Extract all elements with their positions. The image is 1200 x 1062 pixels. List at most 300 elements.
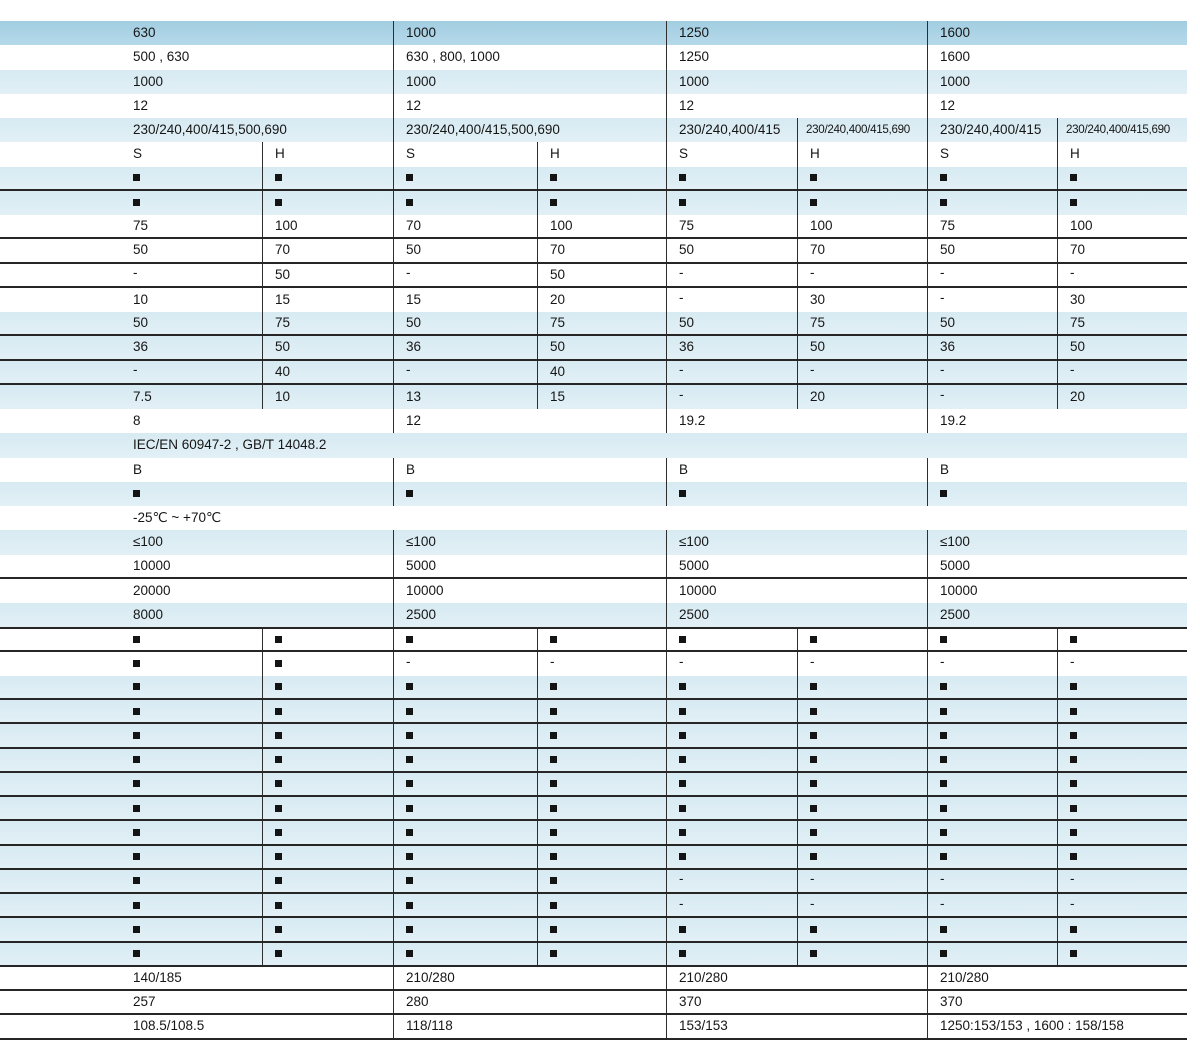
filled-square-marker-icon [810,780,817,787]
cell-text: 7.5 [133,388,152,404]
table-cell [666,458,927,482]
table-cell [927,870,1057,892]
filled-square-marker-icon [1070,636,1077,643]
table-cell [262,239,393,261]
cell-text: - [406,362,411,378]
table-cell [393,142,537,166]
filled-square-marker-icon [406,780,413,787]
table-cell [927,821,1057,843]
table-cell [1057,385,1187,409]
filled-square-marker-icon [550,829,557,836]
cell-text: - [940,362,945,378]
cell-text: 75 [133,218,149,234]
table-row [0,749,1187,773]
filled-square-marker-icon [406,902,413,909]
table-cell [666,918,797,940]
filled-square-marker-icon [1070,853,1077,860]
cell-text: 10000 [133,557,171,573]
table-cell [1057,215,1187,237]
table-cell [666,773,797,795]
filled-square-marker-icon [940,732,947,739]
cell-text: B [406,461,416,477]
filled-square-marker-icon [133,950,140,957]
filled-square-marker-icon [133,683,140,690]
table-cell [666,215,797,237]
table-cell [262,215,393,237]
table-cell [0,288,262,312]
table-cell [0,991,393,1013]
table-row [0,773,1187,797]
cell-text: 1600 [940,49,971,65]
table-cell [927,458,1187,482]
filled-square-marker-icon [810,199,817,206]
filled-square-marker-icon [406,636,413,643]
cell-text: 50 [550,339,566,355]
cell-text: 10000 [679,582,717,598]
filled-square-marker-icon [133,732,140,739]
table-cell [666,239,797,261]
cell-text: 50 [275,339,291,355]
table-row [0,118,1187,142]
filled-square-marker-icon [679,829,686,836]
cell-text: 70 [810,242,826,258]
cell-text: - [810,265,815,281]
cell-text: - [1070,362,1075,378]
cell-text: - [679,895,684,911]
cell-text: - [940,871,945,887]
cell-text: 36 [133,339,149,355]
table-cell [393,676,537,698]
table-cell [393,773,537,795]
filled-square-marker-icon [275,756,282,763]
table-cell [262,943,393,965]
table-row [0,821,1187,845]
table-cell [393,167,537,189]
cell-text: - [810,654,815,670]
filled-square-marker-icon [940,829,947,836]
filled-square-marker-icon [940,636,947,643]
filled-square-marker-icon [133,780,140,787]
table-cell [537,943,666,965]
cell-text: 75 [940,218,956,234]
cell-text: - [679,654,684,670]
table-cell [797,894,927,916]
table-cell [797,118,927,142]
table-cell [927,724,1057,746]
cell-text: 30 [810,291,826,307]
table-cell [927,239,1057,261]
cell-text: H [1070,146,1080,162]
table-cell [0,118,393,142]
cell-text: 1000 [406,25,437,41]
filled-square-marker-icon [406,174,413,181]
table-cell [927,530,1187,554]
table-row [0,967,1187,991]
cell-text: - [133,265,138,281]
cell-text: 108.5/108.5 [133,1018,205,1034]
table-cell [393,312,537,334]
table-cell [666,894,797,916]
filled-square-marker-icon [1070,829,1077,836]
cell-text: 230/240,400/415,690 [1066,123,1170,137]
table-cell [0,603,393,627]
table-cell [927,482,1187,506]
table-cell [393,94,666,118]
filled-square-marker-icon [1070,683,1077,690]
table-cell [666,530,927,554]
table-cell [262,167,393,189]
table-cell [797,288,927,312]
cell-text: 19.2 [940,413,967,429]
cell-text: - [810,895,815,911]
table-cell [0,749,262,771]
filled-square-marker-icon [1070,199,1077,206]
table-row [0,433,1187,457]
table-cell [0,264,262,286]
cell-text: 100 [1070,218,1093,234]
cell-text: - [1070,654,1075,670]
table-cell [927,21,1187,45]
cell-text: 8 [133,413,141,429]
cell-text: H [550,146,560,162]
cell-text: 70 [275,242,291,258]
table-cell [537,629,666,649]
table-row [0,361,1187,385]
cell-text: - [940,895,945,911]
table-cell [1057,191,1187,215]
table-row [0,45,1187,69]
cell-text: -25℃ ~ +70℃ [133,509,222,525]
table-cell [927,676,1057,698]
filled-square-marker-icon [406,756,413,763]
table-cell [393,482,666,506]
filled-square-marker-icon [810,805,817,812]
table-cell [666,870,797,892]
table-cell [0,676,262,698]
table-cell [537,652,666,676]
cell-text: - [810,362,815,378]
table-cell [927,652,1057,676]
cell-text: 50 [1070,339,1086,355]
table-row [0,991,1187,1015]
table-row [0,264,1187,288]
table-cell [797,167,927,189]
cell-text: 20 [550,291,566,307]
table-cell [537,215,666,237]
table-cell [0,1015,393,1037]
table-cell [0,870,262,892]
table-cell [537,870,666,892]
table-cell [666,312,797,334]
cell-text: 370 [940,994,963,1010]
table-cell [666,482,927,506]
table-cell [927,918,1057,940]
table-cell [666,676,797,698]
table-cell [797,336,927,358]
table-row [0,894,1187,918]
cell-text: 1000 [406,73,437,89]
table-cell [0,167,262,189]
table-cell [927,385,1057,409]
table-cell [927,700,1057,722]
filled-square-marker-icon [275,853,282,860]
table-cell [537,239,666,261]
filled-square-marker-icon [1070,708,1077,715]
cell-text: 36 [940,339,956,355]
cell-text: - [1070,265,1075,281]
table-cell [666,70,927,94]
table-cell [927,773,1057,795]
cell-text: - [1070,871,1075,887]
filled-square-marker-icon [550,853,557,860]
filled-square-marker-icon [550,926,557,933]
table-cell [537,821,666,843]
table-row [0,288,1187,312]
table-cell [927,191,1057,215]
table-cell [0,94,393,118]
table-cell [927,215,1057,237]
cell-text: 36 [406,339,422,355]
table-cell [797,385,927,409]
filled-square-marker-icon [810,853,817,860]
filled-square-marker-icon [679,805,686,812]
table-cell [393,385,537,409]
filled-square-marker-icon [406,805,413,812]
table-cell [393,943,537,965]
cell-text: 100 [810,218,833,234]
table-cell [262,846,393,868]
table-cell [927,579,1187,603]
table-cell [1057,724,1187,746]
table-row [0,530,1187,554]
filled-square-marker-icon [550,708,557,715]
table-cell [1057,239,1187,261]
cell-text: 370 [679,994,702,1010]
filled-square-marker-icon [940,199,947,206]
filled-square-marker-icon [133,490,140,497]
table-row [0,724,1187,748]
filled-square-marker-icon [406,708,413,715]
filled-square-marker-icon [679,490,686,497]
table-row [0,700,1187,724]
table-cell [537,361,666,383]
filled-square-marker-icon [275,926,282,933]
cell-text: 5000 [406,557,437,573]
table-cell [927,749,1057,771]
table-row [0,1015,1187,1039]
cell-text: 1250 [679,49,710,65]
cell-text: 40 [550,363,566,379]
table-cell [393,239,537,261]
filled-square-marker-icon [133,174,140,181]
table-cell [262,797,393,819]
table-cell [666,118,797,142]
table-cell [537,264,666,286]
filled-square-marker-icon [275,732,282,739]
cell-text: 153/153 [679,1018,728,1034]
table-cell [1057,676,1187,698]
table-cell [0,142,262,166]
cell-text: 230/240,400/415 [679,122,781,138]
table-cell [927,846,1057,868]
table-cell [927,555,1187,577]
cell-text: 210/280 [679,969,728,985]
table-cell [666,21,927,45]
filled-square-marker-icon [940,708,947,715]
cell-text: - [679,362,684,378]
table-cell [0,579,393,603]
table-cell [0,967,393,989]
table-cell [537,918,666,940]
table-cell [666,652,797,676]
cell-text: 50 [679,315,695,331]
table-cell [1057,142,1187,166]
filled-square-marker-icon [550,780,557,787]
table-cell [393,555,666,577]
table-row [0,797,1187,821]
cell-text: 30 [1070,291,1086,307]
table-cell [0,385,262,409]
cell-text: 8000 [133,607,164,623]
filled-square-marker-icon [940,853,947,860]
filled-square-marker-icon [406,732,413,739]
table-cell [1057,167,1187,189]
table-cell [0,70,393,94]
filled-square-marker-icon [406,683,413,690]
cell-text: 1600 [940,25,971,41]
table-cell [537,288,666,312]
table-cell [797,312,927,334]
cell-text: - [1070,895,1075,911]
filled-square-marker-icon [275,708,282,715]
table-cell [797,239,927,261]
cell-text: - [940,290,945,306]
cell-text: H [810,146,820,162]
filled-square-marker-icon [1070,950,1077,957]
filled-square-marker-icon [940,683,947,690]
filled-square-marker-icon [810,683,817,690]
table-cell [666,336,797,358]
table-cell [262,821,393,843]
table-cell [0,433,1187,457]
table-cell [393,45,666,69]
filled-square-marker-icon [810,950,817,957]
cell-text: 630 [133,25,156,41]
table-cell [666,846,797,868]
cell-text: B [133,461,143,477]
filled-square-marker-icon [406,926,413,933]
filled-square-marker-icon [133,660,140,667]
filled-square-marker-icon [679,199,686,206]
table-cell [927,361,1057,383]
filled-square-marker-icon [679,950,686,957]
table-cell [262,629,393,649]
filled-square-marker-icon [940,780,947,787]
table-row [0,385,1187,409]
table-cell [797,870,927,892]
table-row [0,579,1187,603]
table-cell [262,385,393,409]
table-cell [927,167,1057,189]
table-cell [666,1015,927,1037]
filled-square-marker-icon [550,756,557,763]
table-cell [0,894,262,916]
table-cell [393,700,537,722]
table-row [0,482,1187,506]
table-cell [0,45,393,69]
filled-square-marker-icon [550,902,557,909]
cell-text: 2500 [406,607,437,623]
cell-text: 1000 [679,73,710,89]
cell-text: 70 [1070,242,1086,258]
table-cell [666,579,927,603]
table-cell [0,409,393,433]
table-cell [666,385,797,409]
cell-text: S [133,146,143,162]
filled-square-marker-icon [550,732,557,739]
cell-text: 15 [275,291,291,307]
cell-text: 280 [406,994,429,1010]
cell-text: ≤100 [406,534,436,550]
table-row [0,409,1187,433]
cell-text: 12 [940,97,956,113]
table-cell [537,773,666,795]
table-cell [0,312,262,334]
filled-square-marker-icon [550,636,557,643]
table-cell [666,361,797,383]
cell-text: 12 [406,97,422,113]
table-cell [393,821,537,843]
cell-text: 10 [275,388,291,404]
filled-square-marker-icon [679,708,686,715]
table-cell [666,821,797,843]
filled-square-marker-icon [275,877,282,884]
table-row [0,555,1187,579]
table-cell [797,821,927,843]
table-cell [797,700,927,722]
table-cell [393,579,666,603]
filled-square-marker-icon [133,829,140,836]
table-cell [1057,846,1187,868]
table-row [0,603,1187,627]
table-cell [1057,870,1187,892]
cell-text: - [679,265,684,281]
table-cell [393,603,666,627]
cell-text: B [940,461,950,477]
filled-square-marker-icon [940,950,947,957]
table-cell [797,749,927,771]
table-cell [393,530,666,554]
filled-square-marker-icon [550,174,557,181]
table-cell [1057,264,1187,286]
cell-text: 50 [406,242,422,258]
filled-square-marker-icon [679,756,686,763]
table-cell [797,142,927,166]
filled-square-marker-icon [275,950,282,957]
table-cell [393,894,537,916]
table-cell [262,361,393,383]
table-cell [0,215,262,237]
table-cell [666,749,797,771]
cell-text: 70 [406,218,422,234]
cell-text: - [940,387,945,403]
cell-text: 50 [133,315,149,331]
cell-text: H [275,146,285,162]
cell-text: 20000 [133,582,171,598]
table-cell [0,943,262,965]
cell-text: 100 [550,218,573,234]
table-cell [797,264,927,286]
